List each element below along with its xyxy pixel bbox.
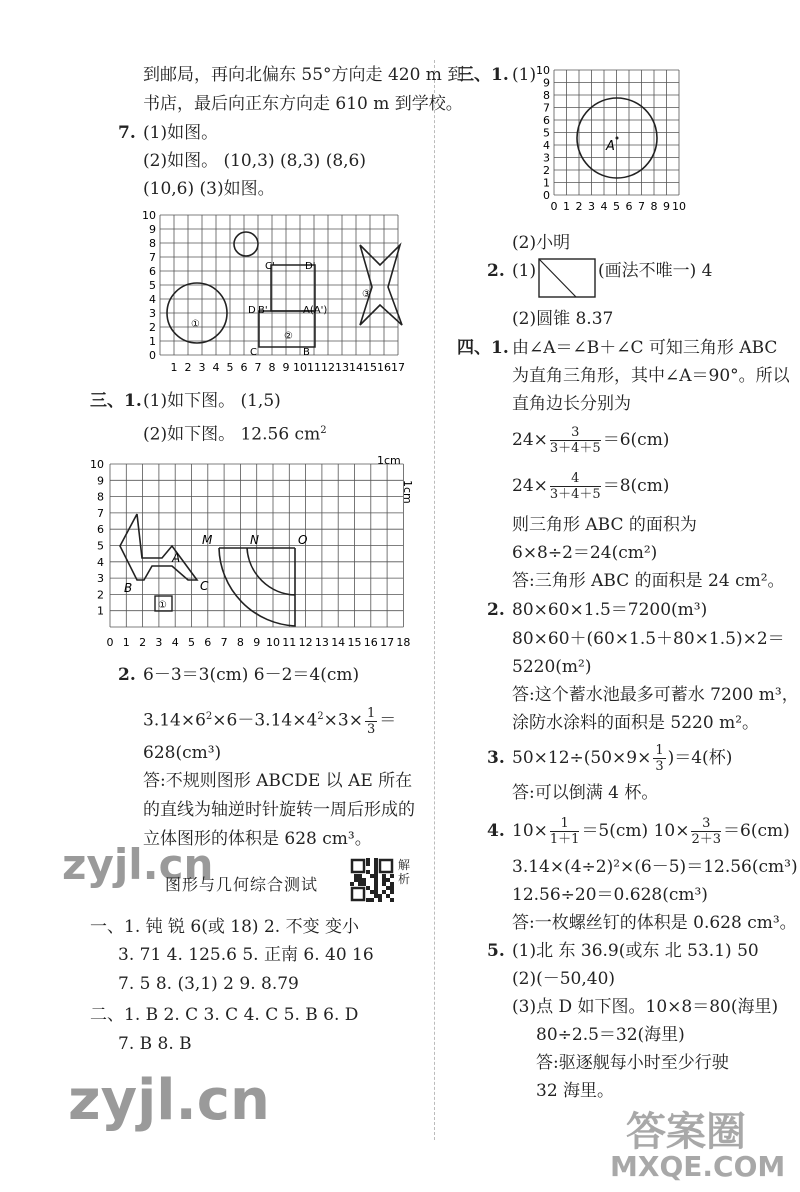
x-tick-label: 5 — [613, 200, 620, 213]
x-tick-label: 16 — [363, 636, 378, 649]
label-a: A(A') — [303, 305, 328, 316]
y-tick-label: 5 — [543, 126, 550, 140]
q2b-line-1: 80×60×1.5＝7200(m³) — [512, 600, 708, 620]
watermark-answer-circle: 答案圈 — [626, 1109, 746, 1155]
y-tick-label: 8 — [149, 237, 156, 250]
y-tick-label: 0 — [543, 189, 550, 202]
q2-line-a: 6－3＝3(cm) 6－2＝4(cm) — [143, 665, 360, 685]
answers-line-3: 7. 5 8. (3,1) 2 9. 8.79 — [118, 974, 299, 994]
x-tick-label: 10 — [293, 361, 307, 374]
label-circle-3: ③ — [362, 289, 371, 300]
x-tick-label: 9 — [663, 200, 670, 213]
y-tick-label: 9 — [149, 223, 156, 236]
x-tick-label: 6 — [625, 200, 633, 213]
label-c: C — [250, 347, 257, 358]
x-tick-label: 0 — [106, 636, 114, 649]
r-q3-number: 3. — [487, 748, 505, 768]
answers-line-5: 7. B 8. B — [118, 1034, 192, 1054]
y-tick-label: 8 — [97, 490, 104, 504]
r-s3-part2: (2)小明 — [512, 233, 571, 253]
x-tick-label: 1 — [122, 636, 130, 649]
y-tick-label: 4 — [97, 555, 104, 569]
answers-line-4: 二、1. B 2. C 3. C 4. C 5. B 6. D — [90, 1005, 359, 1025]
x-tick-labels-2 — [107, 636, 411, 649]
x-tick-label: 3 — [155, 636, 163, 649]
q2-line-d: 答:不规则图形 ABCDE 以 AE 所在 — [143, 771, 413, 791]
unit-label-v: 1cm — [401, 480, 414, 504]
x-tick-label: 11 — [307, 361, 321, 374]
left-line-2: 书店，最后向正东方向走 610 m 到学校。 — [143, 94, 463, 114]
q2-line-f: 立体图形的体积是 628 cm³。 — [143, 829, 372, 849]
q7-part2: (2)如图。 (10,3) (8,3) (8,6) — [143, 151, 367, 171]
y-tick-label: 3 — [149, 307, 156, 320]
q2-line-c: 628(cm³) — [143, 743, 222, 763]
x-tick-label: 10 — [266, 636, 280, 649]
q3-formula: 50×12÷(50×9× $\frac{1}{3}$ )＝4(杯) — [512, 743, 733, 774]
label-a2: A — [172, 551, 181, 565]
y-tick-label: 9 — [543, 76, 550, 90]
x-tick-label: 4 — [171, 636, 179, 649]
y-tick-label: 9 — [97, 474, 104, 488]
qr-label: 解析 — [398, 858, 411, 886]
coordinate-grid-1 — [140, 205, 410, 375]
circle-shape-2 — [234, 232, 258, 256]
x-tick-label: 3 — [198, 361, 206, 374]
y-tick-label: 1 — [149, 335, 156, 348]
x-tick-label: 4 — [212, 361, 220, 374]
y-tick-labels-3 — [536, 64, 550, 202]
left-line-1: 到邮局，再向北偏东 55°方向走 420 m 到 — [143, 65, 465, 85]
y-tick-label: 5 — [97, 539, 104, 553]
q5-line-6: 32 海里。 — [536, 1081, 615, 1101]
x-tick-label: 2 — [575, 200, 583, 213]
x-tick-label: 9 — [282, 361, 290, 374]
x-tick-label: 8 — [650, 200, 658, 213]
y-tick-label: 0 — [149, 349, 156, 362]
label-m: M — [202, 533, 213, 547]
q3-answer: 答:可以倒满 4 杯。 — [512, 783, 659, 803]
s3-part2: (2)如下图。 12.56 $cm^2$ — [143, 424, 327, 445]
q2b-line-2: 80×60＋(60×1.5＋80×1.5)×2＝ — [512, 629, 785, 649]
x-tick-label: 8 — [236, 636, 244, 649]
answers-line-2: 3. 71 4. 125.6 5. 正南 6. 40 16 — [118, 945, 374, 965]
q2-line-e: 的直线为轴逆时针旋转一周后形成的 — [143, 800, 415, 820]
x-tick-label: 17 — [380, 636, 395, 649]
x-tick-labels-1 — [171, 361, 406, 374]
y-tick-label: 8 — [543, 89, 550, 102]
x-tick-label: 7 — [638, 200, 645, 213]
r-q5-number: 5. — [487, 941, 505, 961]
q4-line-2: 3.14×(4÷2)²×(6－5)＝12.56(cm³) — [512, 857, 798, 877]
label-b2: B — [124, 581, 133, 595]
x-tick-label: 7 — [254, 361, 262, 374]
coordinate-grid-3 — [534, 66, 694, 216]
y-tick-label: 4 — [543, 139, 550, 152]
unit-label-h: 1cm — [377, 454, 401, 467]
label-n: N — [250, 533, 259, 547]
x-tick-label: 13 — [314, 636, 329, 649]
y-tick-labels-2 — [90, 458, 104, 618]
x-tick-label: 8 — [268, 361, 276, 374]
q5-line-3: (3)点 D 如下图。10×8＝80(海里) — [512, 997, 779, 1017]
y-tick-label: 10 — [536, 64, 550, 77]
q2b-line-5: 涂防水涂料的面积是 5220 m²。 — [512, 713, 760, 733]
arc-shape-2 — [247, 548, 295, 595]
q7-number: 7. — [118, 123, 136, 143]
s4-line-4: 则三角形 ABC 的面积为 — [512, 515, 697, 535]
q4-line-4: 答:一枚螺丝钉的体积是 0.628 cm³。 — [512, 913, 797, 933]
x-tick-label: 6 — [240, 361, 248, 374]
watermark-zyjl-1: zyjl.cn — [62, 840, 214, 889]
x-tick-label: 0 — [550, 200, 558, 213]
r-q2b-number: 2. — [487, 600, 505, 620]
grid-lines-1 — [160, 215, 398, 355]
x-tick-label: 5 — [188, 636, 195, 649]
label-b: B — [303, 347, 310, 358]
q2b-line-4: 答:这个蓄水池最多可蓄水 7200 m³， — [512, 685, 799, 705]
x-tick-label: 11 — [282, 636, 297, 649]
x-tick-label: 12 — [298, 636, 313, 649]
y-tick-label: 7 — [543, 101, 550, 115]
y-tick-label: 10 — [142, 209, 156, 222]
label-c-prime: C' — [265, 261, 275, 272]
rectangle-diagram — [538, 258, 596, 298]
label-o: O — [298, 533, 308, 547]
y-tick-label: 2 — [97, 588, 104, 602]
y-tick-label: 3 — [97, 572, 104, 586]
y-tick-label: 6 — [97, 523, 104, 537]
r-q4-number: 4. — [487, 821, 505, 841]
x-tick-label: 1 — [563, 200, 570, 213]
x-tick-label: 17 — [391, 361, 405, 374]
s3-part1: (1)如下图。 (1,5) — [143, 391, 281, 411]
label-d: D — [248, 305, 256, 316]
x-tick-label: 16 — [377, 361, 391, 374]
y-tick-labels-1 — [142, 209, 156, 362]
section3-number: 三、1. — [90, 391, 142, 411]
label-d-prime: D' — [305, 261, 316, 272]
s4-line-2: 为直角三角形，其中∠A＝90°。所以 — [512, 366, 790, 386]
q7-part3: (10,6) (3)如图。 — [143, 179, 275, 199]
y-tick-label: 2 — [543, 164, 550, 177]
q4-formula-1: 10× $\frac{1}{1+1}$ ＝5(cm) 10× $\frac{3}{2+3}$ ＝6(cm) — [512, 816, 790, 847]
q5-line-1: (1)北 东 36.9(或东 北 53.1) 50 — [512, 941, 759, 961]
coordinate-grid-2 — [82, 450, 412, 655]
label-b-prime: B' — [258, 305, 268, 316]
grid-lines-3 — [554, 70, 679, 195]
r-q2-part2: (2)圆锥 8.37 — [512, 309, 614, 329]
column-separator — [434, 60, 435, 1140]
section4-number: 四、1. — [457, 338, 509, 358]
x-tick-label: 2 — [184, 361, 192, 374]
y-tick-label: 2 — [149, 321, 156, 334]
s4-formula-2: 24× $\frac{4}{3+4+5}$ ＝8(cm) — [512, 471, 670, 502]
watermark-zyjl-2: zyjl.cn — [68, 1068, 270, 1133]
r-q2-part1b: (画法不唯一) 4 — [598, 261, 713, 281]
label-circle-1: ① — [191, 319, 200, 330]
q4-line-3: 12.56÷20＝0.628(cm³) — [512, 885, 708, 905]
q2b-line-3: 5220(m²) — [512, 657, 592, 677]
x-tick-label: 13 — [335, 361, 349, 374]
x-tick-label: 6 — [204, 636, 212, 649]
r-q2-number: 2. — [487, 261, 505, 281]
x-tick-label: 7 — [220, 636, 228, 649]
x-tick-labels-3 — [551, 200, 687, 213]
y-tick-label: 4 — [149, 293, 156, 306]
x-tick-label: 1 — [170, 361, 178, 374]
r-s3-part1: (1) — [512, 65, 537, 85]
x-tick-label: 14 — [331, 636, 346, 649]
s4-line-5: 6×8÷2＝24(cm²) — [512, 543, 658, 563]
x-tick-label: 2 — [139, 636, 147, 649]
x-tick-label: 4 — [600, 200, 608, 213]
qr-code-icon — [350, 858, 394, 902]
y-tick-label: 5 — [149, 279, 156, 292]
s4-line-3: 直角边长分别为 — [512, 394, 631, 414]
y-tick-label: 6 — [543, 114, 550, 127]
x-tick-label: 15 — [347, 636, 362, 649]
x-tick-label: 5 — [226, 361, 234, 374]
r-section3-number: 三、1. — [457, 65, 509, 85]
x-tick-label: 9 — [253, 636, 261, 649]
x-tick-label: 18 — [396, 636, 411, 649]
y-tick-label: 1 — [543, 176, 550, 190]
x-tick-label: 12 — [321, 361, 335, 374]
label-c2: C — [200, 579, 209, 593]
y-tick-label: 1 — [97, 604, 104, 618]
x-tick-label: 10 — [672, 200, 686, 213]
x-tick-label: 14 — [349, 361, 363, 374]
y-tick-label: 7 — [97, 506, 104, 520]
y-tick-label: 10 — [90, 458, 104, 471]
center-point — [616, 137, 619, 140]
answers-line-1: 一、1. 钝 锐 6(或 18) 2. 不变 变小 — [90, 917, 359, 937]
y-tick-label: 3 — [543, 151, 550, 165]
x-tick-label: 3 — [588, 200, 595, 213]
label-circle-2: ② — [284, 331, 293, 342]
q5-line-5: 答:驱逐舰每小时至少行驶 — [536, 1053, 729, 1073]
label-a3: A — [606, 139, 615, 154]
y-tick-label: 7 — [149, 251, 156, 264]
q2-line-b: $3.14\times 6^2\times 6-3.14\times 4^2\times 3\times$ $\frac{1}{3}$ ＝ — [143, 705, 397, 737]
q7-part1: (1)如图。 — [143, 123, 219, 143]
q5-line-2: (2)(－50,40) — [512, 969, 616, 989]
s4-line-1: 由∠A＝∠B＋∠C 可知三角形 ABC — [512, 338, 778, 358]
s4-formula-1: 24× $\frac{3}{3+4+5}$ ＝6(cm) — [512, 425, 670, 456]
label-circle-4: ① — [158, 600, 167, 611]
q5-line-4: 80÷2.5＝32(海里) — [536, 1025, 685, 1045]
r-q2-part1: (1) — [512, 261, 537, 281]
test-title: 图形与几何综合测试 — [165, 875, 319, 894]
s4-line-6: 答:三角形 ABC 的面积是 24 cm²。 — [512, 571, 785, 591]
watermark-mxqe: MXQE.COM — [610, 1150, 786, 1183]
x-tick-label: 15 — [363, 361, 377, 374]
q2-number: 2. — [118, 665, 136, 685]
y-tick-label: 6 — [149, 265, 156, 278]
